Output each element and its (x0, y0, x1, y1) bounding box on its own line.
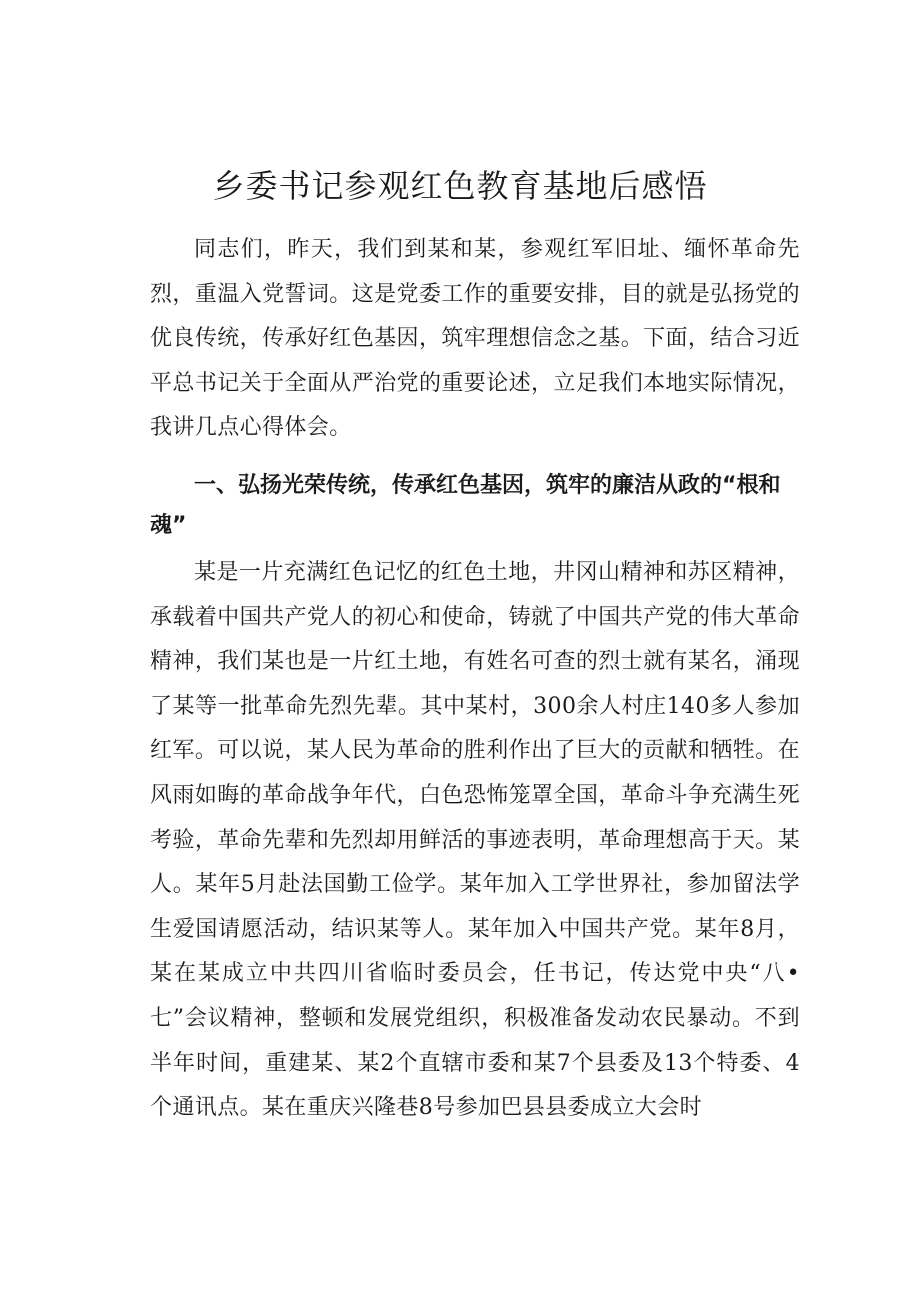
section-heading: 一、弘扬光荣传统，传承红色基因，筑牢的廉洁从政的“根和魂” (150, 473, 781, 538)
intro-paragraph: 同志们，昨天，我们到某和某，参观红军旧址、缅怀革命先烈，重温入党誓词。这是党委工作的重要安排，目的就是弘扬党的优良传统，传承好红色基因，筑牢理想信念之基。下面，结合习近平总书记关于全面从严治党的重要论述，立足我们本地实际情况，我讲几点心得体会。 (150, 237, 800, 441)
document-title: 乡委书记参观红色教育基地后感悟 (212, 167, 708, 205)
section-paragraph: 某是一片充满红色记忆的红色土地，井冈山精神和苏区精神，承载着中国共产党人的初心和使命，铸就了中国共产党的伟大革命精神，我们某也是一片红土地，有姓名可查的烈士就有某名，涌现了某等一批革命先烈先辈。其中某村，300余人村庄140多人参加红军。可以说，某人民为革命的胜利作出了巨大的贡献和牺牲。在风雨如晦的革命战争年代，白色恐怖笼罩全国，革命斗争充满生死考验，革命先辈和先烈却用鲜活的事迹表明，革命理想高于天。某人。某年5月赴法国勤工俭学。某年加入工学世界社，参加留法学生爱国请愿活动，结识某等人。某年加入中国共产党。某年8月，某在某成立中共四川省临时委员会，任书记，传达党中央“八•七”会议精神，整顿和发展党组织，积极准备发动农民暴动。不到半年时间，重建某、某2个直辖市委和某7个县委及13个特委、4个通讯点。某在重庆兴隆巷8号参加巴县县委成立大会时 (150, 560, 800, 1121)
